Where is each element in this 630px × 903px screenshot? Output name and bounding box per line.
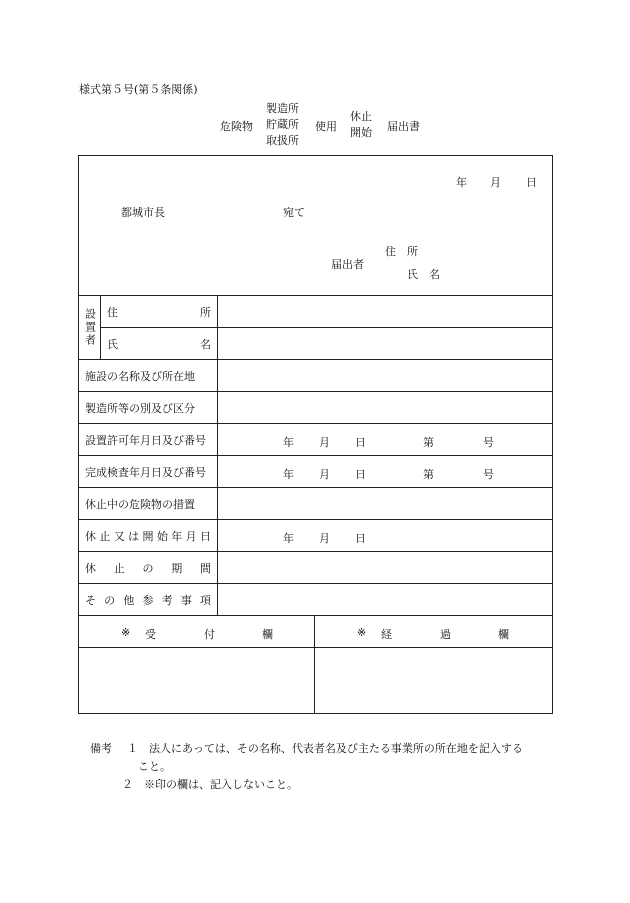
inspection-date-number-label: 完成検査年月日及び番号: [79, 456, 218, 488]
note-2-number: ２: [122, 778, 133, 791]
title-dangerous-goods: 危険物: [220, 120, 253, 133]
installer-address-label: 住 所: [101, 296, 218, 328]
reception-field[interactable]: [79, 648, 315, 714]
note-1-number: １: [127, 742, 138, 755]
dangerous-goods-measures-field[interactable]: [218, 488, 553, 520]
date-month: 月: [490, 176, 501, 189]
suspension-period-field[interactable]: [218, 552, 553, 584]
title-action-options: [350, 109, 372, 141]
notifier-label: 届出者: [331, 258, 364, 271]
other-reference-label: そ の 他 参 考 事 項: [79, 584, 218, 616]
title-use: 使用: [315, 120, 337, 133]
recipient: 都城市長: [121, 206, 165, 219]
facility-option-handling: 取扱所: [266, 134, 299, 147]
note-2-text: ※印の欄は、記入しないこと。: [144, 778, 298, 791]
title-facility-options: [266, 101, 299, 149]
installer-name-label: 氏 名: [101, 328, 218, 360]
form-label: 様式第５号(第５条関係): [79, 83, 198, 96]
category-field[interactable]: [218, 392, 553, 424]
installer-name-field[interactable]: [218, 328, 553, 360]
installer-group-label: 設置者: [79, 296, 101, 360]
date-year: 年: [456, 176, 467, 189]
action-option-suspend: 休止: [350, 110, 372, 123]
permit-date-number-label: 設置許可年月日及び番号: [79, 424, 218, 456]
notifier-address-label: 住 所: [385, 245, 418, 258]
installer-address-field[interactable]: [218, 296, 553, 328]
dangerous-goods-measures-label: 休止中の危険物の措置: [79, 488, 218, 520]
facility-name-location-field[interactable]: [218, 360, 553, 392]
notification-form-table: [78, 155, 553, 714]
progress-field[interactable]: [315, 648, 553, 714]
other-reference-field[interactable]: [218, 584, 553, 616]
facility-name-location-label: 施設の名称及び所在地: [79, 360, 218, 392]
title-notification: 届出書: [387, 120, 420, 133]
progress-header: ※ 経 過 欄: [315, 616, 553, 648]
facility-option-storage: 貯蔵所: [266, 118, 299, 131]
reception-header: ※ 受 付 欄: [79, 616, 315, 648]
permit-date-number-field[interactable]: 年 月 日 第 号: [218, 424, 553, 456]
recipient-honorific: 宛て: [283, 206, 305, 219]
date-day: 日: [526, 176, 537, 189]
category-label: 製造所等の別及び区分: [79, 392, 218, 424]
inspection-date-number-field[interactable]: 年 月 日 第 号: [218, 456, 553, 488]
suspend-start-date-field[interactable]: 年 月 日: [218, 520, 553, 552]
suspension-period-label: 休 止 の 期 間: [79, 552, 218, 584]
notes-section: [90, 740, 523, 794]
suspend-start-date-label: 休 止 又 は 開 始 年 月 日: [79, 520, 218, 552]
facility-option-manufacturing: 製造所: [266, 102, 299, 115]
notes-label: 備考: [90, 742, 112, 755]
action-option-start: 開始: [350, 126, 372, 139]
note-1-text: 法人にあっては、その名称、代表者名及び主たる事業所の所在地を記入する: [149, 742, 523, 755]
note-1-continuation: こと。: [138, 760, 171, 773]
form-header-cell: [79, 156, 553, 296]
notifier-name-label: 氏 名: [407, 268, 440, 281]
